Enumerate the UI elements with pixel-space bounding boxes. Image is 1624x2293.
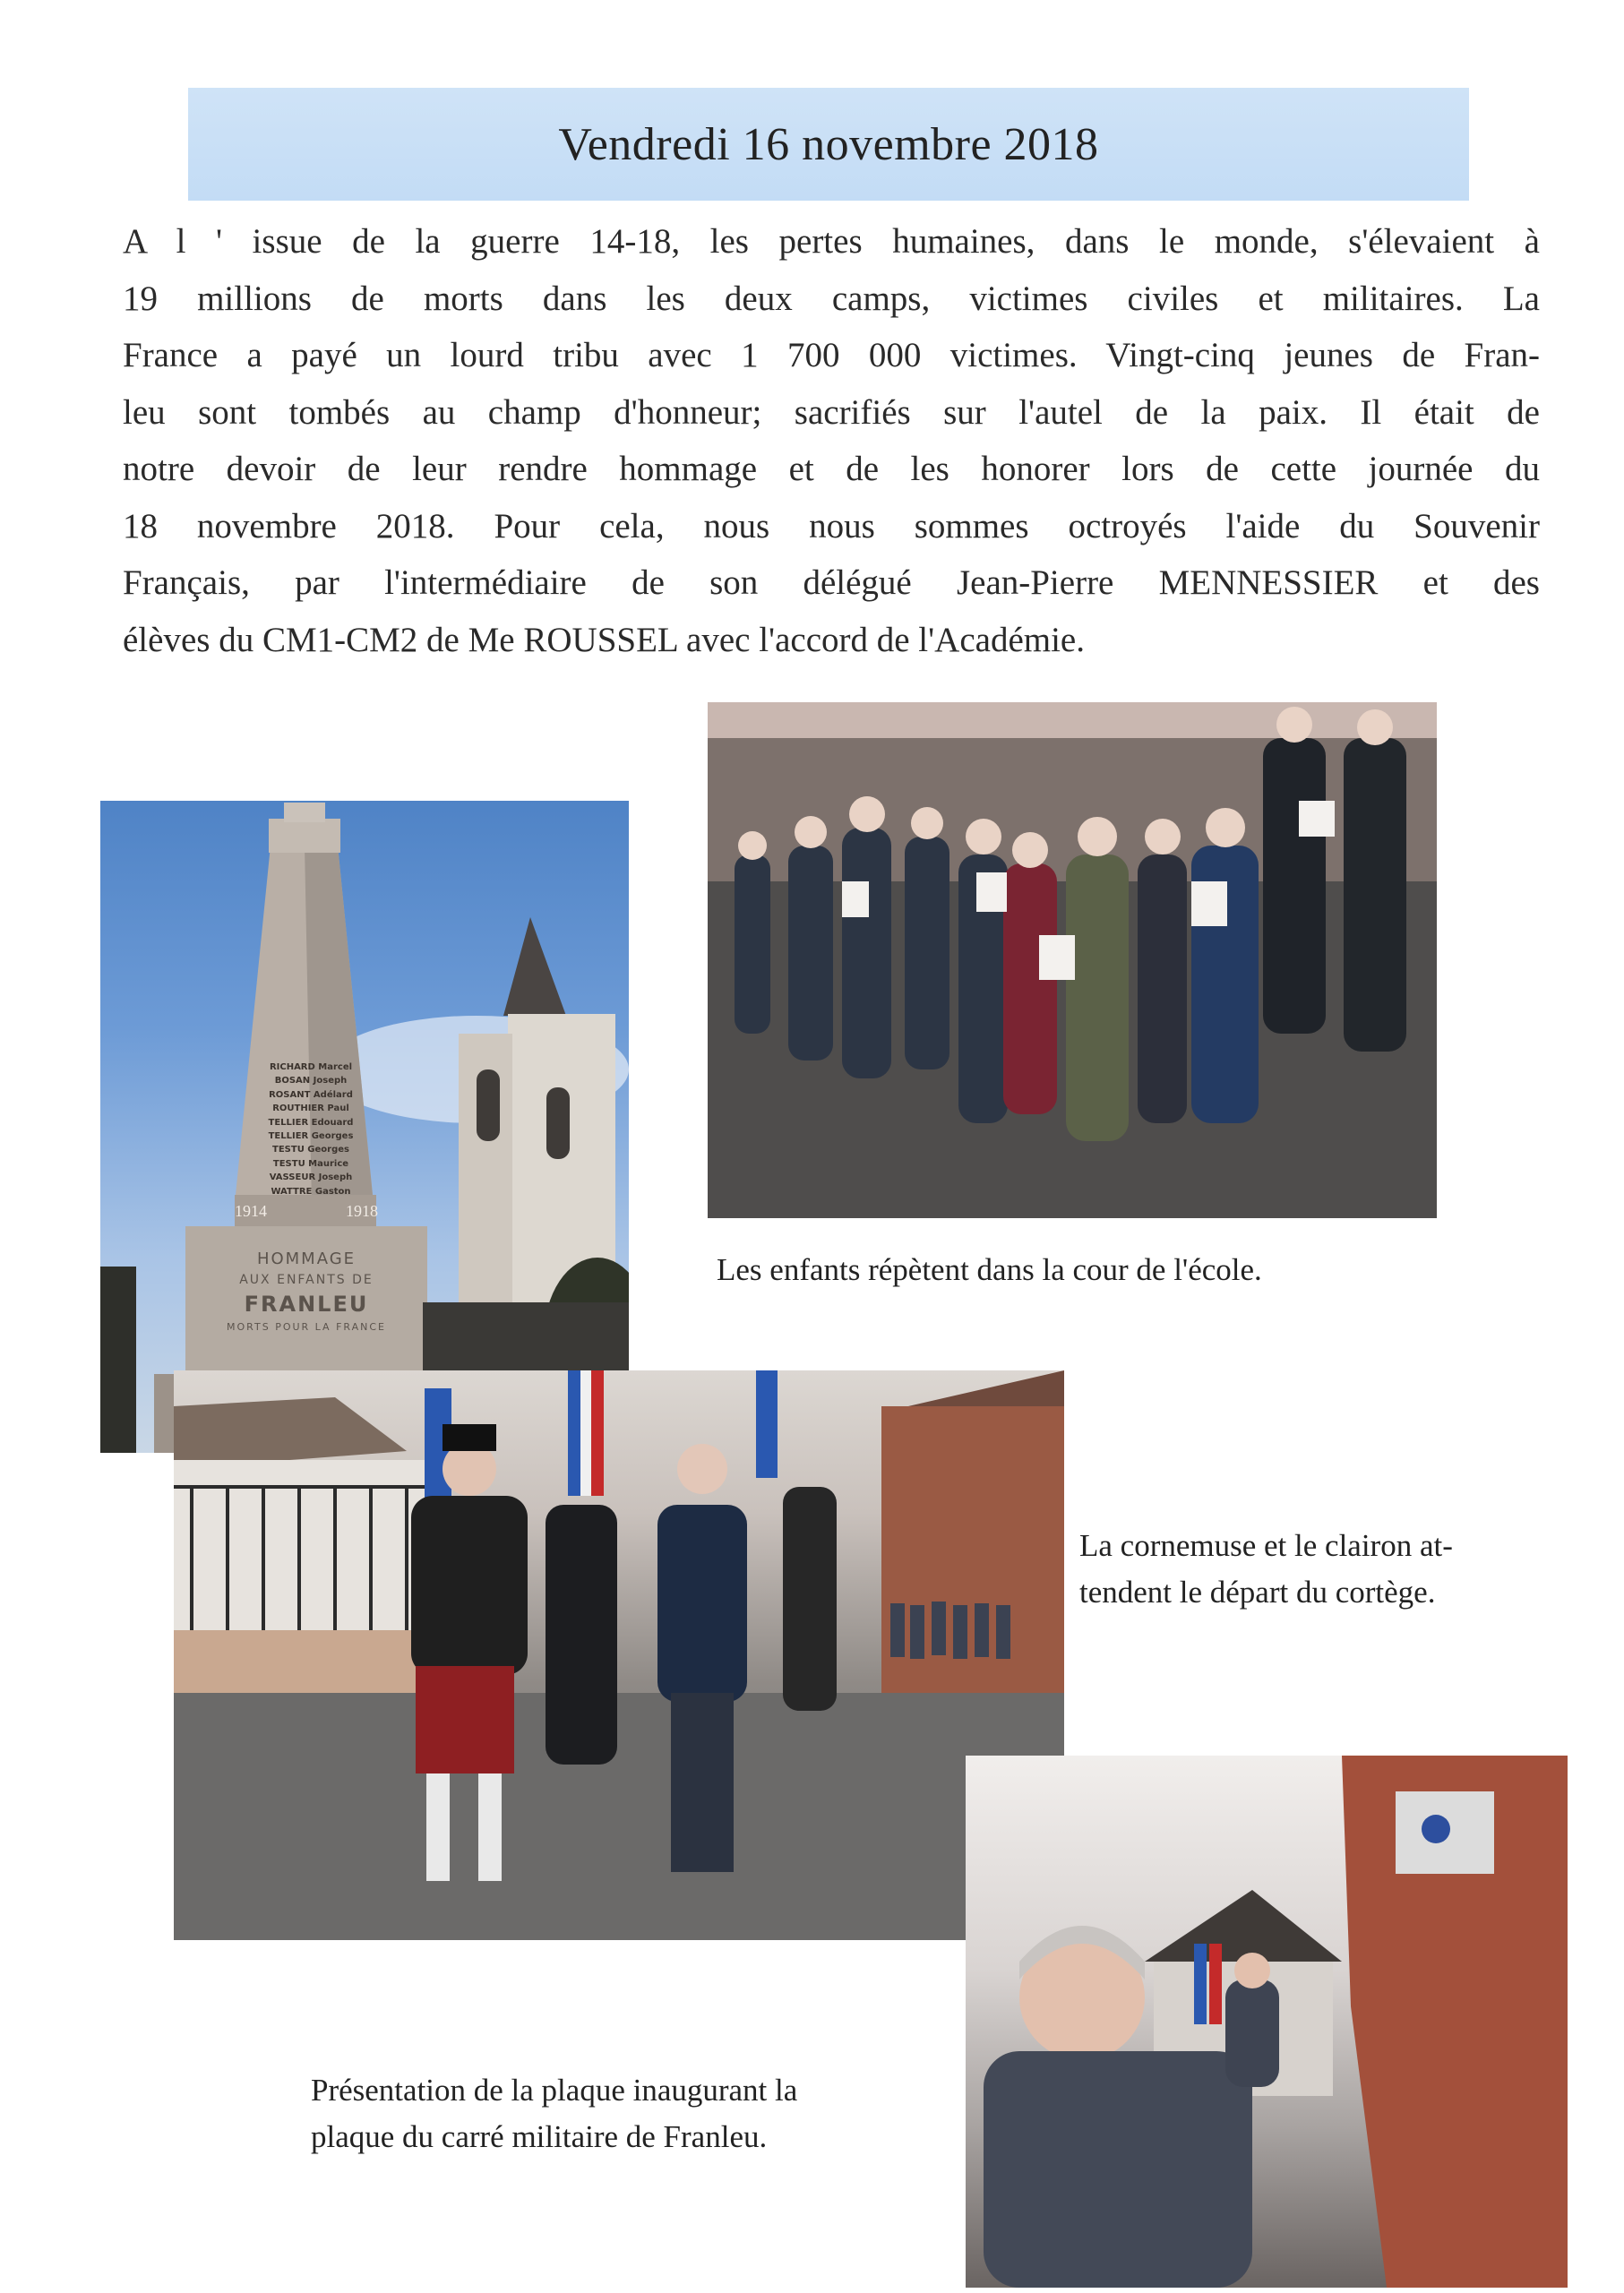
paragraph-line: France a payé un lourd tribu avec 1 700 000 victimes. Vingt-cinq jeunes de Fran- xyxy=(123,336,1540,374)
memorial-inscription: MORTS POUR LA FRANCE xyxy=(227,1321,386,1333)
memorial-inscription: HOMMAGE xyxy=(256,1250,357,1268)
memorial-name: BOSAN Joseph xyxy=(274,1076,348,1086)
children-rehearsal-photo xyxy=(708,702,1437,1218)
plaque-presentation-illustration xyxy=(966,1756,1568,2288)
memorial-name: TESTU Georges xyxy=(272,1145,349,1155)
paragraph-line: 18 novembre 2018. Pour cela, nous nous sommes octroyés l'aide du Souvenir xyxy=(123,506,1540,545)
memorial-name: TELLIER Georges xyxy=(268,1131,354,1142)
plaque-caption-line: plaque du carré militaire de Franleu. xyxy=(311,2119,768,2154)
plaque-presentation-photo xyxy=(966,1756,1568,2288)
bagpipe-bugle-illustration xyxy=(174,1370,1064,1940)
page-title: Vendredi 16 novembre 2018 xyxy=(558,118,1099,170)
bagpipe-caption xyxy=(1079,1523,1453,1616)
paragraph-line: notre devoir de leur rendre hommage et de les honorer lors de cette journée du xyxy=(123,450,1540,488)
memorial-name: RICHARD Marcel xyxy=(269,1062,353,1072)
plaque-caption xyxy=(311,2067,797,2160)
memorial-name: TELLIER Edouard xyxy=(268,1117,354,1128)
paragraph-line: A l ' issue de la guerre 14-18, les pertes humaines, dans le monde, s'élevaient à xyxy=(123,222,1540,261)
bagpipe-bugle-photo xyxy=(174,1370,1064,1940)
war-memorial-photo xyxy=(100,801,629,1453)
memorial-name: ROSANT Adélard xyxy=(269,1089,353,1100)
memorial-name: TESTU Maurice xyxy=(272,1158,349,1169)
memorial-name: VASSEUR Joseph xyxy=(269,1172,353,1183)
memorial-name: ROUTHIER Paul xyxy=(272,1104,349,1114)
paragraph-line: leu sont tombés au champ d'honneur; sacrifiés sur l'autel de la paix. Il était de xyxy=(123,392,1540,432)
memorial-year-end: 1918 xyxy=(346,1202,378,1220)
title-banner xyxy=(188,88,1469,201)
memorial-name: WATTRE Gaston xyxy=(271,1186,351,1197)
paragraph-line: 19 millions de morts dans les deux camps, victimes civiles et militaires. La xyxy=(123,279,1540,318)
memorial-inscription: FRANLEU xyxy=(244,1292,369,1317)
article-paragraph xyxy=(123,213,1540,668)
memorial-inscription: AUX ENFANTS DE xyxy=(239,1273,374,1287)
children-caption: Les enfants répètent dans la cour de l'école. xyxy=(717,1252,1262,1287)
children-rehearsal-illustration xyxy=(708,702,1437,1218)
bagpipe-caption-line: tendent le départ du cortège. xyxy=(1079,1575,1436,1610)
memorial-year-start: 1914 xyxy=(235,1202,267,1220)
plaque-caption-line: Présentation de la plaque inaugurant la xyxy=(311,2073,798,2108)
paragraph-line: élèves du CM1-CM2 de Me ROUSSEL avec l'accord de l'Académie. xyxy=(123,620,1085,659)
paragraph-line: Français, par l'intermédiaire de son délégué Jean-Pierre MENNESSIER et des xyxy=(123,563,1540,602)
bagpipe-caption-line: La cornemuse et le clairon at- xyxy=(1079,1528,1453,1563)
